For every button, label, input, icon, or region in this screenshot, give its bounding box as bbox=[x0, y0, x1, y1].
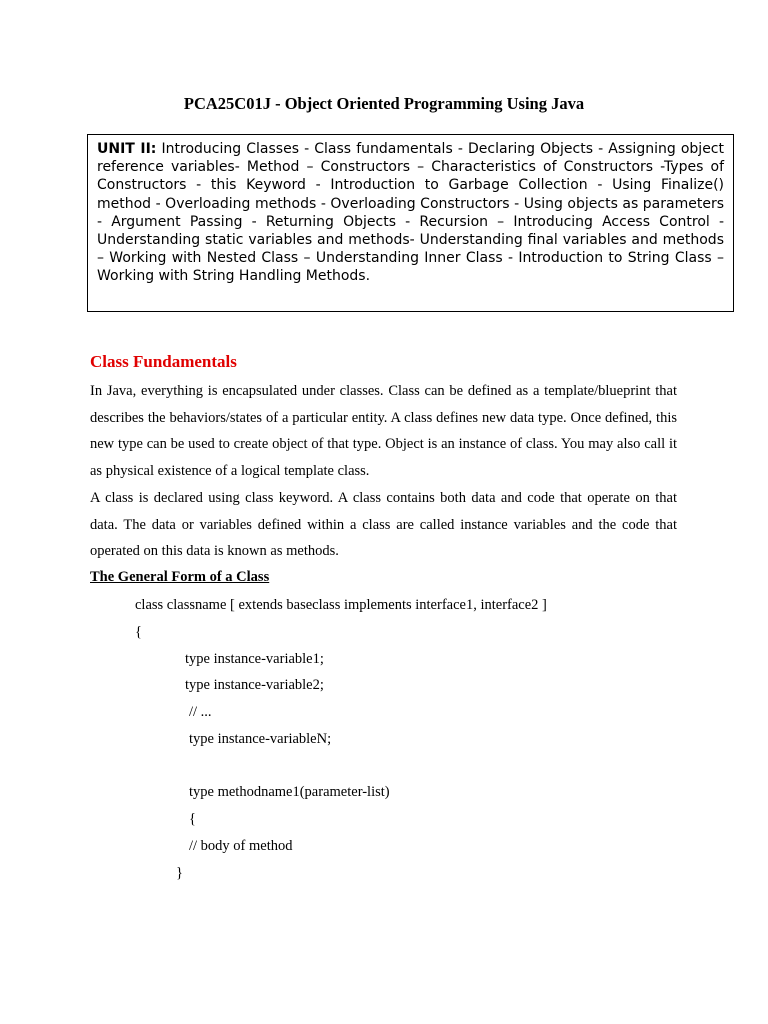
code-line-instance-variable2: type instance-variable2; bbox=[185, 677, 324, 693]
code-line-open-brace: { bbox=[135, 624, 142, 640]
paragraph-class-declaration: A class is declared using class keyword. A class contains both data and code that operate on that data. The data or variables defined within a class are called instance variables and the code that operated on this data is known as methods. bbox=[90, 490, 677, 560]
section-heading: Class Fundamentals bbox=[90, 352, 237, 371]
code-line-instance-variable1: type instance-variable1; bbox=[185, 651, 324, 667]
code-line-method-open-brace: { bbox=[189, 811, 196, 827]
code-line-instance-variableN: type instance-variableN; bbox=[189, 731, 332, 747]
page-title: PCA25C01J - Object Oriented Programming Using Java bbox=[183, 94, 585, 113]
unit-label: UNIT II: bbox=[97, 141, 157, 157]
code-line-method-signature: type methodname1(parameter-list) bbox=[189, 784, 390, 800]
paragraph-class-definition: In Java, everything is encapsulated under classes. Class can be defined as a template/blueprint that describes the behaviors/states of a particular entity. A class defines new data type. Once defined, this new type can be used to create object of that type. Object is an instance of class. You may also call it as physical existence of a logical template class. bbox=[90, 383, 677, 479]
unit-topics: Introducing Classes - Class fundamentals - Declaring Objects - Assigning object reference variables- Method – Constructors – Characteristics of Constructors -Types of Constructors - this Keyword - Introduction to Garbage Collection - Using Finalize() method - Overloading methods - Overloading Constructors - Using objects as parameters - Argument Passing - Returning Objects - Recursion – Introducing Access Control - Understanding static variables and methods- Understanding final variables and methods – Working with Nested Class – Understanding Inner Class - Introduction to String Class – Working with String Handling Methods. bbox=[97, 141, 724, 285]
subheading-general-form: The General Form of a Class bbox=[90, 569, 270, 585]
code-line-method-close-brace: } bbox=[176, 865, 183, 881]
code-line-ellipsis-comment: // ... bbox=[189, 704, 212, 720]
code-line-class-declaration: class classname [ extends baseclass implements interface1, interface2 ] bbox=[135, 597, 547, 613]
unit-syllabus-box bbox=[87, 134, 734, 312]
code-line-body-comment: // body of method bbox=[189, 838, 293, 854]
